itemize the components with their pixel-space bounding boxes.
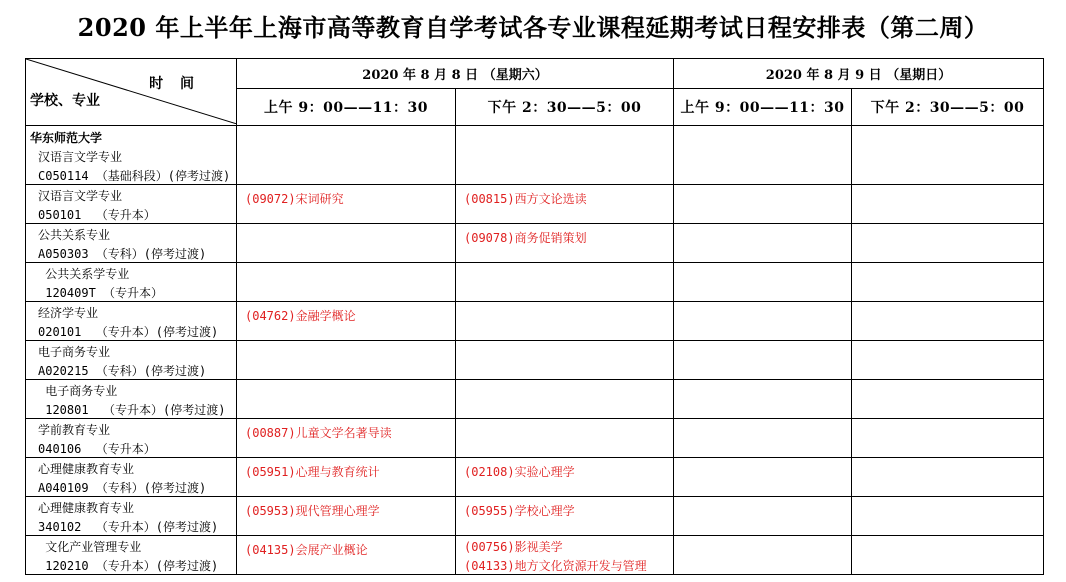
major-cell: [26, 126, 237, 185]
table-row: [26, 263, 1044, 302]
table-row: [26, 380, 1044, 419]
exam-cell-sun-pm: [852, 263, 1044, 302]
exam-cell-sat-pm: [456, 263, 674, 302]
exam-cell-sat-am: [237, 341, 456, 380]
table-row: [26, 497, 1044, 536]
major-name: 汉语言文学专业: [38, 150, 123, 164]
table-row: [26, 126, 1044, 185]
exam-cell-sun-pm: [852, 185, 1044, 224]
slot-header-sun-pm: 下午 2：30——5：00: [852, 89, 1044, 126]
exam-cell-sun-pm: [852, 458, 1044, 497]
major-name: 心理健康教育专业: [38, 462, 135, 476]
course-entry: (09072)宋词研究: [245, 192, 344, 206]
exam-cell-sun-pm: [852, 536, 1044, 575]
exam-cell-sun-am: [674, 224, 852, 263]
course-entry: (00756)影视美学: [464, 540, 563, 554]
table-row: [26, 341, 1044, 380]
major-name: 公共关系专业: [38, 228, 111, 242]
slot-header-sat-am: 上午 9：00——11：30: [237, 89, 456, 126]
exam-cell-sat-pm: [456, 380, 674, 419]
exam-cell-sat-am: [237, 497, 456, 536]
major-cell: [26, 341, 237, 380]
major-name: 电子商务专业: [38, 345, 111, 359]
school-name: 华东师范大学: [30, 131, 103, 145]
course-entry: (00887)儿童文学名著导读: [245, 426, 392, 440]
exam-cell-sun-pm: [852, 497, 1044, 536]
major-cell: [26, 302, 237, 341]
major-cell: [26, 224, 237, 263]
course-entry: (04135)会展产业概论: [245, 543, 368, 557]
major-cell: [26, 263, 237, 302]
page-title: 2020 年上半年上海市高等教育自学考试各专业课程延期考试日程安排表（第二周）: [77, 13, 989, 42]
course-entry: (09078)商务促销策划: [464, 231, 587, 245]
exam-cell-sat-am: [237, 302, 456, 341]
exam-cell-sun-am: [674, 185, 852, 224]
major-code: A040109 （专科）(停考过渡): [38, 481, 207, 495]
exam-cell-sun-am: [674, 263, 852, 302]
exam-cell-sat-am: [237, 419, 456, 458]
major-name: 经济学专业: [38, 306, 99, 320]
exam-cell-sat-am: [237, 458, 456, 497]
time-header-label: 时 间: [149, 76, 200, 92]
major-code: 040106 （专升本）: [38, 442, 156, 456]
slot-header-sun-am: 上午 9：00——11：30: [674, 89, 852, 126]
exam-cell-sun-pm: [852, 224, 1044, 263]
major-code: 120210 （专升本）(停考过渡): [38, 559, 219, 573]
exam-cell-sun-pm: [852, 126, 1044, 185]
slot-header-sat-pm: 下午 2：30——5：00: [456, 89, 674, 126]
major-name: 公共关系学专业: [38, 267, 130, 281]
major-code: 020101 （专升本）(停考过渡): [38, 325, 219, 339]
exam-cell-sat-pm: [456, 185, 674, 224]
major-name: 学前教育专业: [38, 423, 111, 437]
exam-cell-sun-am: [674, 302, 852, 341]
table-row: [26, 458, 1044, 497]
exam-cell-sun-pm: [852, 341, 1044, 380]
exam-cell-sat-am: [237, 224, 456, 263]
exam-cell-sat-pm: [456, 419, 674, 458]
major-name: 文化产业管理专业: [38, 540, 142, 554]
major-name: 汉语言文学专业: [38, 189, 123, 203]
major-cell: [26, 419, 237, 458]
exam-cell-sat-am: [237, 185, 456, 224]
major-code: 120801 （专升本）(停考过渡): [38, 403, 226, 417]
major-name: 电子商务专业: [38, 384, 118, 398]
exam-cell-sat-pm: [456, 126, 674, 185]
table-row: [26, 224, 1044, 263]
exam-cell-sun-am: [674, 458, 852, 497]
exam-cell-sun-pm: [852, 419, 1044, 458]
exam-cell-sat-pm: [456, 536, 674, 575]
date-header-sat: 2020 年 8 月 8 日 （星期六）: [237, 59, 674, 89]
major-code: 120409T （专升本）: [38, 286, 164, 300]
major-cell: [26, 185, 237, 224]
table-row: [26, 419, 1044, 458]
course-entry: (00815)西方文论选读: [464, 192, 587, 206]
exam-cell-sun-am: [674, 341, 852, 380]
exam-cell-sat-am: [237, 536, 456, 575]
exam-cell-sat-am: [237, 126, 456, 185]
major-code: A020215 （专科）(停考过渡): [38, 364, 207, 378]
exam-cell-sun-pm: [852, 302, 1044, 341]
schedule-table: [25, 58, 1044, 575]
exam-cell-sun-am: [674, 536, 852, 575]
major-cell: [26, 497, 237, 536]
exam-cell-sun-am: [674, 126, 852, 185]
school-major-header-label: 学校、专业: [30, 93, 100, 109]
exam-cell-sat-pm: [456, 497, 674, 536]
major-code: A050303 （专科）(停考过渡): [38, 247, 207, 261]
exam-cell-sun-am: [674, 497, 852, 536]
exam-cell-sat-pm: [456, 224, 674, 263]
course-entry: (05955)学校心理学: [464, 504, 575, 518]
table-row: [26, 302, 1044, 341]
course-entry: (04133)地方文化资源开发与管理: [464, 559, 647, 573]
exam-cell-sat-pm: [456, 302, 674, 341]
exam-cell-sat-pm: [456, 341, 674, 380]
exam-cell-sat-am: [237, 380, 456, 419]
course-entry: (05951)心理与教育统计: [245, 465, 380, 479]
exam-cell-sun-am: [674, 419, 852, 458]
exam-cell-sat-am: [237, 263, 456, 302]
date-header-sun: 2020 年 8 月 9 日 （星期日）: [674, 59, 1044, 89]
major-cell: [26, 380, 237, 419]
table-row: [26, 536, 1044, 575]
major-name: 心理健康教育专业: [38, 501, 135, 515]
header-diagonal-cell: [26, 59, 237, 126]
course-entry: (04762)金融学概论: [245, 309, 356, 323]
major-cell: [26, 458, 237, 497]
exam-cell-sun-pm: [852, 380, 1044, 419]
major-code: 050101 （专升本）: [38, 208, 156, 222]
course-entry: (02108)实验心理学: [464, 465, 575, 479]
major-code: C050114 （基础科段）(停考过渡): [38, 169, 231, 183]
exam-cell-sat-pm: [456, 458, 674, 497]
table-row: [26, 185, 1044, 224]
major-cell: [26, 536, 237, 575]
exam-cell-sun-am: [674, 380, 852, 419]
course-entry: (05953)现代管理心理学: [245, 504, 380, 518]
major-code: 340102 （专升本）(停考过渡): [38, 520, 219, 534]
